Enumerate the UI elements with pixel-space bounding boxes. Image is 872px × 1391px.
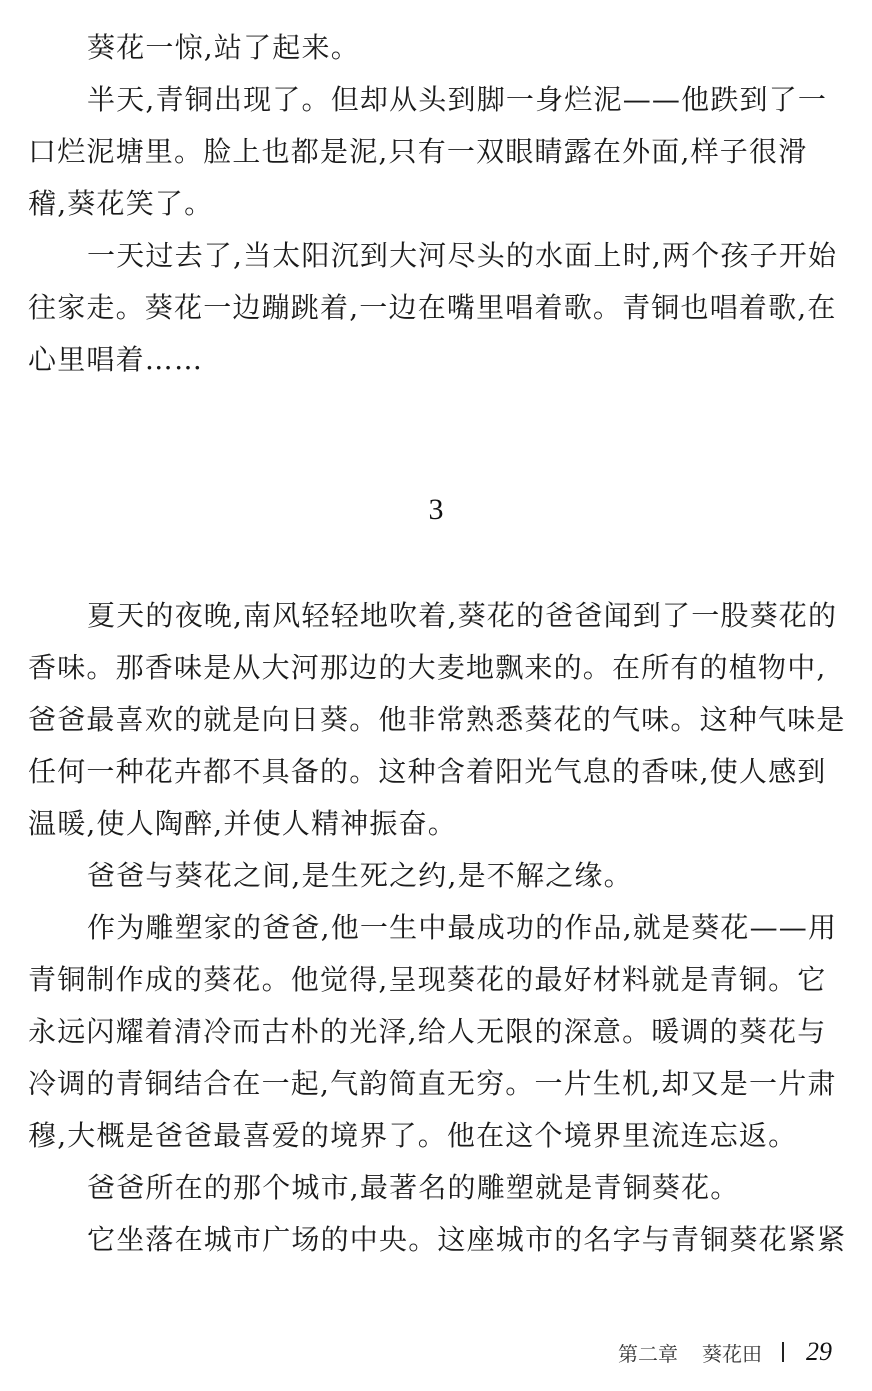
paragraph-line: 温暖,使人陶醉,并使人精神振奋。: [28, 807, 458, 840]
paragraph-line: 香味。那香味是从大河那边的大麦地飘来的。在所有的植物中,: [28, 651, 827, 684]
paragraph-line: 心里唱着……: [28, 343, 204, 376]
paragraph-line: 永远闪耀着清冷而古朴的光泽,给人无限的深意。暖调的葵花与: [28, 1015, 827, 1048]
page-footer: [618, 1332, 832, 1372]
paragraph-line: 穆,大概是爸爸最喜爱的境界了。他在这个境界里流连忘返。: [28, 1119, 798, 1152]
footer-divider: [782, 1342, 784, 1362]
chapter-label: 第二章: [618, 1341, 678, 1366]
paragraph-line: 任何一种花卉都不具备的。这种含着阳光气息的香味,使人感到: [28, 755, 827, 788]
paragraph-line: 爸爸最喜欢的就是向日葵。他非常熟悉葵花的气味。这种气味是: [28, 703, 846, 736]
paragraph-line: 青铜制作成的葵花。他觉得,呈现葵花的最好材料就是青铜。它: [28, 963, 827, 996]
paragraph-line: 口烂泥塘里。脸上也都是泥,只有一双眼睛露在外面,样子很滑: [28, 135, 808, 168]
section-one-text: [28, 22, 844, 386]
paragraph-line: 葵花一惊,站了起来。: [87, 31, 360, 64]
paragraph-line: 稽,葵花笑了。: [28, 187, 214, 220]
paragraph-line: 爸爸与葵花之间,是生死之约,是不解之缘。: [87, 859, 633, 892]
paragraph-line: 爸爸所在的那个城市,最著名的雕塑就是青铜葵花。: [87, 1171, 740, 1204]
page-number: 29: [806, 1337, 832, 1366]
paragraph-line: 冷调的青铜结合在一起,气韵简直无穷。一片生机,却又是一片肃: [28, 1067, 837, 1100]
paragraph-line: 夏天的夜晚,南风轻轻地吹着,葵花的爸爸闻到了一股葵花的: [87, 599, 838, 632]
paragraph-line: 它坐落在城市广场的中央。这座城市的名字与青铜葵花紧紧: [87, 1223, 847, 1256]
section-three-text: [28, 590, 847, 1266]
chapter-title: 葵花田: [702, 1341, 762, 1366]
section-heading: 3: [428, 493, 444, 526]
paragraph-line: 往家走。葵花一边蹦跳着,一边在嘴里唱着歌。青铜也唱着歌,在: [28, 291, 837, 324]
paragraph-line: 作为雕塑家的爸爸,他一生中最成功的作品,就是葵花——用: [87, 911, 838, 944]
paragraph-line: 一天过去了,当太阳沉到大河尽头的水面上时,两个孩子开始: [87, 239, 838, 272]
paragraph-line: 半天,青铜出现了。但却从头到脚一身烂泥——他跌到了一: [87, 83, 828, 116]
